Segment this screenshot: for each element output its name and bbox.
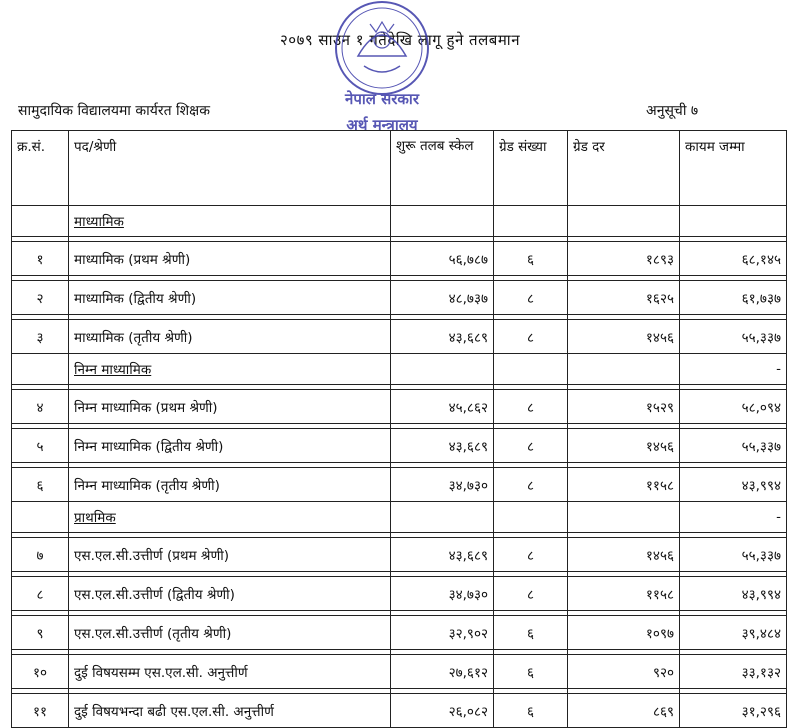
table-row	[12, 694, 787, 728]
cell-serial: ७	[12, 538, 69, 572]
group-name: निम्न माध्यामिक	[69, 354, 391, 385]
cell-post: माध्यामिक (तृतीय श्रेणी)	[69, 320, 391, 354]
cell-grade-count: ८	[494, 320, 568, 354]
cell-total: ४३,९९४	[680, 468, 787, 502]
cell-start-scale: ४५,८६२	[391, 390, 494, 424]
cell-grade-count: ८	[494, 390, 568, 424]
header-start-scale: शुरू तलब स्केल	[391, 131, 494, 206]
cell-post: निम्न माध्यामिक (द्वितीय श्रेणी)	[69, 429, 391, 463]
group-empty-cell	[568, 354, 680, 385]
group-empty-cell	[391, 206, 494, 237]
cell-serial: २	[12, 281, 69, 315]
header-grade-count: ग्रेड संख्या	[494, 131, 568, 206]
svg-text:नेपाल सरकार: नेपाल सरकार	[345, 90, 419, 108]
cell-total: ३९,४८४	[680, 616, 787, 650]
cell-serial: ४	[12, 390, 69, 424]
cell-total: ५५,३३७	[680, 538, 787, 572]
group-empty-cell	[12, 502, 69, 533]
cell-serial: १०	[12, 655, 69, 689]
svg-text:अर्थ मन्त्रालय: अर्थ मन्त्रालय	[346, 116, 418, 134]
cell-post: माध्यामिक (प्रथम श्रेणी)	[69, 242, 391, 276]
cell-grade-count: ६	[494, 242, 568, 276]
salary-scale-table	[11, 130, 787, 728]
table-row	[12, 655, 787, 689]
group-empty-cell	[391, 502, 494, 533]
cell-grade-rate: १८९३	[568, 242, 680, 276]
table-row	[12, 242, 787, 276]
cell-post: माध्यामिक (द्वितीय श्रेणी)	[69, 281, 391, 315]
cell-post: दुई विषयभन्दा बढी एस.एल.सी. अनुत्तीर्ण	[69, 694, 391, 728]
table-row	[12, 429, 787, 463]
cell-grade-rate: १०९७	[568, 616, 680, 650]
table-header-row	[12, 131, 787, 206]
cell-serial: ६	[12, 468, 69, 502]
cell-grade-rate: १४५६	[568, 538, 680, 572]
cell-post: एस.एल.सी.उत्तीर्ण (प्रथम श्रेणी)	[69, 538, 391, 572]
group-header-row	[12, 502, 787, 533]
group-empty-cell	[391, 354, 494, 385]
group-empty-cell	[494, 354, 568, 385]
group-empty-cell	[568, 206, 680, 237]
cell-grade-count: ६	[494, 655, 568, 689]
cell-start-scale: ३४,७३०	[391, 577, 494, 611]
cell-start-scale: ५६,७८७	[391, 242, 494, 276]
subtitle-teachers: सामुदायिक विद्यालयमा कार्यरत शिक्षक	[18, 103, 210, 119]
cell-serial: ५	[12, 429, 69, 463]
cell-grade-count: ८	[494, 429, 568, 463]
cell-post: निम्न माध्यामिक (तृतीय श्रेणी)	[69, 468, 391, 502]
group-empty-cell	[12, 354, 69, 385]
cell-post: एस.एल.सी.उत्तीर्ण (द्वितीय श्रेणी)	[69, 577, 391, 611]
cell-serial: १	[12, 242, 69, 276]
cell-grade-rate: १४५६	[568, 320, 680, 354]
cell-serial: ११	[12, 694, 69, 728]
cell-total: ५५,३३७	[680, 320, 787, 354]
cell-grade-count: ६	[494, 694, 568, 728]
cell-total: ४३,९९४	[680, 577, 787, 611]
cell-start-scale: ४३,६८९	[391, 429, 494, 463]
cell-start-scale: ४३,६८९	[391, 538, 494, 572]
table-row	[12, 281, 787, 315]
cell-total: ५५,३३७	[680, 429, 787, 463]
group-name: प्राथमिक	[69, 502, 391, 533]
table-body	[12, 206, 787, 728]
cell-start-scale: २७,६१२	[391, 655, 494, 689]
annex-number: अनुसूची ७	[646, 103, 699, 119]
header-serial: क्र.सं.	[12, 131, 69, 206]
cell-total: ६१,७३७	[680, 281, 787, 315]
group-empty-cell	[12, 206, 69, 237]
cell-grade-count: ८	[494, 538, 568, 572]
cell-start-scale: २६,०८२	[391, 694, 494, 728]
group-total: -	[680, 502, 787, 533]
cell-grade-rate: ११५८	[568, 468, 680, 502]
group-empty-cell	[494, 502, 568, 533]
cell-post: एस.एल.सी.उत्तीर्ण (तृतीय श्रेणी)	[69, 616, 391, 650]
cell-grade-rate: ८६९	[568, 694, 680, 728]
table-row	[12, 320, 787, 354]
group-total: -	[680, 354, 787, 385]
table-row	[12, 616, 787, 650]
cell-total: ६८,१४५	[680, 242, 787, 276]
cell-grade-rate: १४५६	[568, 429, 680, 463]
document-title: २०७९ साउन १ गतेदेखि लागू हुने तलबमान	[279, 31, 521, 49]
cell-total: ५८,०९४	[680, 390, 787, 424]
cell-serial: ८	[12, 577, 69, 611]
cell-post: दुई विषयसम्म एस.एल.सी. अनुत्तीर्ण	[69, 655, 391, 689]
header-post: पद/श्रेणी	[69, 131, 391, 206]
cell-start-scale: ३२,९०२	[391, 616, 494, 650]
government-seal	[318, 0, 446, 144]
cell-start-scale: ३४,७३०	[391, 468, 494, 502]
group-name: माध्यामिक	[69, 206, 391, 237]
group-empty-cell	[568, 502, 680, 533]
cell-total: ३३,१३२	[680, 655, 787, 689]
cell-grade-rate: १६२५	[568, 281, 680, 315]
cell-serial: ३	[12, 320, 69, 354]
cell-start-scale: ४३,६८९	[391, 320, 494, 354]
cell-grade-count: ८	[494, 577, 568, 611]
table-row	[12, 577, 787, 611]
header-total: कायम जम्मा	[680, 131, 787, 206]
cell-post: निम्न माध्यामिक (प्रथम श्रेणी)	[69, 390, 391, 424]
group-empty-cell	[494, 206, 568, 237]
cell-total: ३१,२९६	[680, 694, 787, 728]
cell-start-scale: ४८,७३७	[391, 281, 494, 315]
header-grade-rate: ग्रेड दर	[568, 131, 680, 206]
cell-grade-count: ६	[494, 616, 568, 650]
cell-grade-count: ८	[494, 281, 568, 315]
table-row	[12, 538, 787, 572]
group-header-row	[12, 354, 787, 385]
cell-grade-rate: १५२९	[568, 390, 680, 424]
table-row	[12, 390, 787, 424]
cell-grade-rate: ११५८	[568, 577, 680, 611]
cell-grade-rate: ९२०	[568, 655, 680, 689]
group-header-row	[12, 206, 787, 237]
table-row	[12, 468, 787, 502]
cell-grade-count: ८	[494, 468, 568, 502]
group-total	[680, 206, 787, 237]
cell-serial: ९	[12, 616, 69, 650]
